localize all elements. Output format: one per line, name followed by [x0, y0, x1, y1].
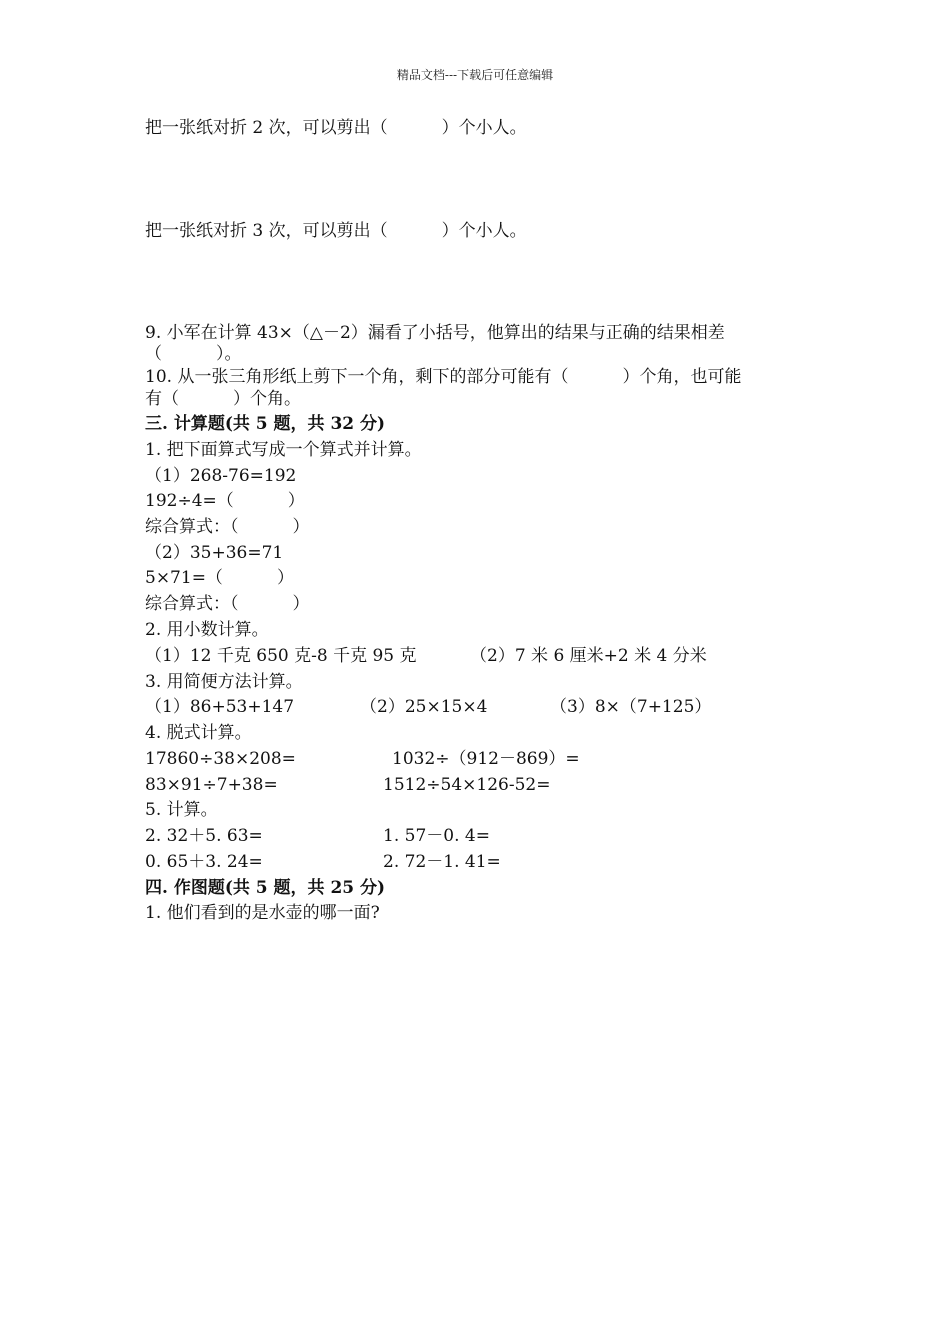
section-3-title: 三. 计算题(共 5 题，共 32 分) — [145, 414, 386, 434]
s3-q4-expr-4: 1512÷54×126-52= — [383, 775, 551, 795]
s3-q2-part-1: （1）12 千克 650 克-8 千克 95 克 — [145, 646, 417, 666]
s3-q1-step-2: 192÷4=（ ） — [145, 491, 305, 511]
question-9-line-2: （ ）。 — [145, 344, 242, 364]
s3-q1-combined-2: 综合算式：（ ） — [145, 594, 310, 614]
s3-q4-expr-3: 83×91÷7+38= — [145, 775, 278, 795]
question-9-line-1: 9. 小军在计算 43×（△－2）漏看了小括号，他算出的结果与正确的结果相差 — [145, 323, 725, 343]
s3-q4-title: 4. 脱式计算。 — [145, 723, 252, 743]
s3-q1-step-3: （2）35+36=71 — [145, 543, 284, 563]
s3-q5-title: 5. 计算。 — [145, 800, 218, 820]
s4-q1: 1. 他们看到的是水壶的哪一面? — [145, 903, 380, 923]
s3-q1-combined-1: 综合算式：（ ） — [145, 517, 310, 537]
s3-q3-part-3: （3）8×（7+125） — [550, 697, 712, 717]
s3-q5-expr-3: 0. 65＋3. 24= — [145, 852, 263, 872]
s3-q5-expr-1: 2. 32＋5. 63= — [145, 826, 263, 846]
s3-q3-part-1: （1）86+53+147 — [145, 697, 295, 717]
s3-q4-expr-2: 1032÷（912－869）= — [392, 749, 580, 769]
s3-q1-step-1: （1）268-76=192 — [145, 466, 297, 486]
s3-q2-part-2: （2）7 米 6 厘米+2 米 4 分米 — [470, 646, 707, 666]
section-4-title: 四. 作图题(共 5 题，共 25 分) — [145, 878, 386, 898]
question-10-line-1: 10. 从一张三角形纸上剪下一个角，剩下的部分可能有（ ）个角，也可能 — [145, 367, 742, 387]
s3-q2-title: 2. 用小数计算。 — [145, 620, 269, 640]
s3-q5-expr-2: 1. 57－0. 4= — [383, 826, 490, 846]
question-10-line-2: 有（ ）个角。 — [145, 389, 302, 409]
s3-q1-step-4: 5×71=（ ） — [145, 568, 294, 588]
s3-q3-title: 3. 用简便方法计算。 — [145, 672, 303, 692]
s3-q5-expr-4: 2. 72－1. 41= — [383, 852, 501, 872]
s3-q4-expr-1: 17860÷38×208= — [145, 749, 296, 769]
s3-q3-part-2: （2）25×15×4 — [360, 697, 488, 717]
paper-cut-line-2: 把一张纸对折 3 次，可以剪出（ ）个小人。 — [145, 221, 527, 241]
page-header: 精品文档---下载后可任意编辑 — [396, 68, 554, 82]
paper-cut-line-1: 把一张纸对折 2 次，可以剪出（ ）个小人。 — [145, 118, 527, 138]
s3-q1-title: 1. 把下面算式写成一个算式并计算。 — [145, 440, 422, 460]
